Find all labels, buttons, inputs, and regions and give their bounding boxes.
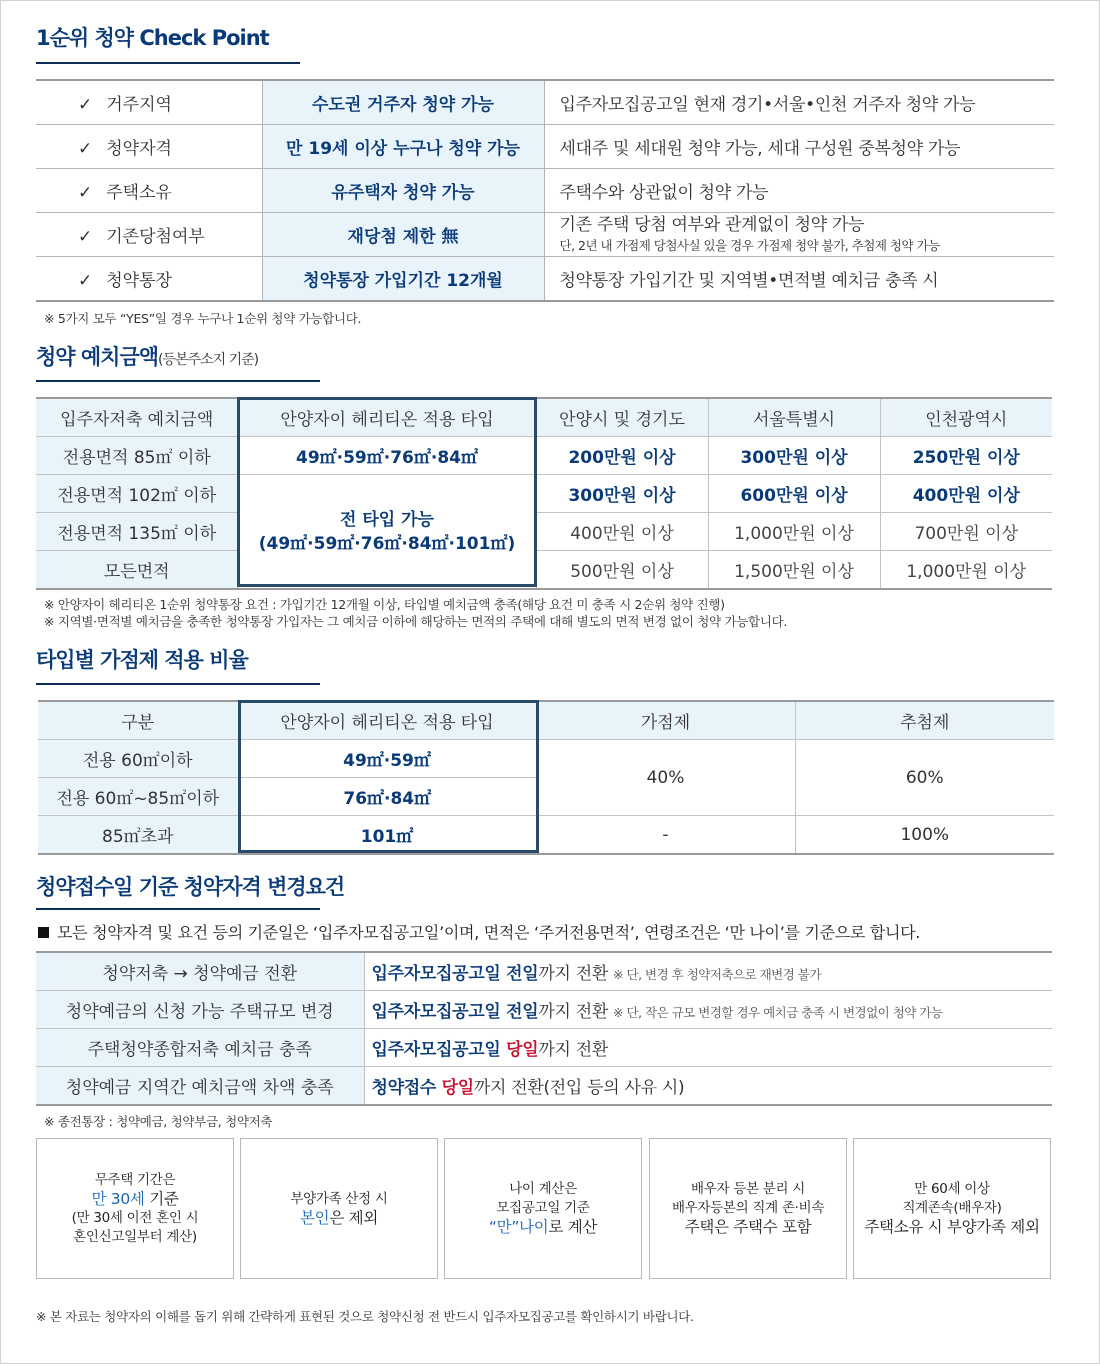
- deposit-value: 250만원 이상: [880, 437, 1052, 475]
- intro-text: 모든 청약자격 및 요건 등의 기준일은 ‘입주자모집공고일’이며, 면적은 ‘주거전용면적’, 연령조건은 ‘만 나이’를 기준으로 합니다.: [57, 923, 921, 942]
- value-rest: 까지 전환: [538, 1040, 608, 1060]
- applicable-type-all: [238, 475, 536, 590]
- lottery-ratio: 60%: [795, 740, 1054, 816]
- lottery-ratio: 100%: [900, 824, 950, 845]
- applicable-type: 49㎡·59㎡: [238, 740, 536, 778]
- row-point: 수도권 거주자 청약 가능: [262, 80, 544, 125]
- checkpoint-table: [36, 79, 1054, 302]
- box-line: 무주택 기간은: [94, 1171, 176, 1188]
- table-row: [36, 1067, 1052, 1106]
- title-underline: [36, 908, 320, 910]
- column-header: 가점제: [536, 701, 795, 740]
- table-row: [36, 991, 1052, 1029]
- point-ratio: 40%: [536, 740, 795, 816]
- deposit-value: 1,000만원 이상: [708, 513, 880, 551]
- applicable-type: 76㎡·84㎡: [238, 778, 536, 816]
- ratio-table: [38, 700, 1054, 855]
- box-highlight: 본인: [299, 1208, 330, 1227]
- row-label: 청약자격: [106, 139, 172, 159]
- row-label: 청약저축 → 청약예금 전환: [36, 952, 364, 991]
- row-label: 청약예금 지역간 예치금액 차액 충족: [36, 1067, 364, 1106]
- row-point: 유주택자 청약 가능: [262, 169, 544, 213]
- row-label: 85㎡초과: [38, 816, 238, 855]
- column-header: 추첨제: [795, 701, 1054, 740]
- row-label: 주택청약종합저축 예치금 충족: [36, 1029, 364, 1067]
- value-rest: 까지 전환: [538, 1002, 608, 1022]
- section-title-deposit: [36, 341, 258, 371]
- box-line: 직계존속(배우자): [902, 1200, 1002, 1216]
- column-header: 안양자이 헤리티온 적용 타입: [238, 701, 536, 740]
- table-row: [36, 213, 1054, 257]
- row-point: 재당첨 제한 無: [262, 213, 544, 257]
- row-desc: 기존 주택 당첨 여부와 관계없이 청약 가능: [559, 215, 865, 235]
- applicable-type: 49㎡·59㎡·76㎡·84㎡: [238, 437, 536, 475]
- deposit-value: 400만원 이상: [536, 513, 708, 551]
- box-line: 배우자등본의 직계 존·비속: [671, 1200, 825, 1216]
- row-desc: 청약통장 가입기간 및 지역별•면적별 예치금 충족 시: [559, 271, 939, 291]
- table-row: [36, 551, 1052, 590]
- box-line: 주택은 주택수 포함: [684, 1218, 812, 1236]
- row-label: 기존당첨여부: [106, 227, 205, 247]
- checkpoint-note: ※ 5가지 모두 “YES”일 경우 누구나 1순위 청약 가능합니다.: [44, 311, 362, 326]
- deposit-title: 청약 예치금액: [36, 345, 159, 369]
- table-row: [36, 475, 1052, 513]
- column-header: 입주자저축 예치금액: [36, 398, 238, 437]
- table-row: [36, 257, 1054, 302]
- deposit-value: 1,000만원 이상: [906, 562, 1027, 582]
- deposit-value: 600만원 이상: [708, 475, 880, 513]
- info-box-dependents: [240, 1138, 438, 1279]
- deposit-value: 400만원 이상: [880, 475, 1052, 513]
- section-title-checkpoint: 1순위 청약 Check Point: [36, 26, 269, 50]
- row-label: 전용면적 102㎡ 이하: [36, 475, 238, 513]
- check-icon: ✓: [78, 227, 93, 247]
- box-line: 부양가족 산정 시: [290, 1190, 388, 1207]
- value-bold: 입주자모집공고일 전일: [371, 1002, 539, 1022]
- table-row: [36, 169, 1054, 213]
- section-title-ratio: 타입별 가점제 적용 비율: [36, 648, 248, 672]
- value-rest: 까지 전환(전입 등의 사유 시): [473, 1078, 685, 1098]
- column-header: 안양시 및 경기도: [536, 398, 708, 437]
- applicable-type: 101㎡: [238, 816, 536, 855]
- deposit-subtitle: (등본주소지 기준): [158, 352, 259, 368]
- column-header: 인천광역시: [880, 398, 1052, 437]
- type-all-line2: (49㎡·59㎡·76㎡·84㎡·101㎡): [258, 533, 516, 554]
- type-all-line1: 전 타입 가능: [340, 509, 434, 530]
- change-note: ※ 종전통장 : 청약예금, 청약부금, 청약저축: [44, 1114, 273, 1129]
- value-red: 당일: [441, 1078, 474, 1098]
- column-header: 서울특별시: [708, 398, 880, 437]
- table-row: [36, 513, 1052, 551]
- title-underline: [36, 62, 300, 64]
- table-header-row: [38, 701, 1054, 740]
- info-box-spouse: [649, 1138, 847, 1279]
- value-bold: 청약접수: [371, 1078, 442, 1098]
- box-line: 배우자 등본 분리 시: [691, 1181, 805, 1197]
- row-point: 청약통장 가입기간 12개월: [262, 257, 544, 302]
- row-desc-detail: 단, 2년 내 가점제 당첨사실 있을 경우 가점제 청약 불가, 추첨제 청약 가능: [559, 238, 940, 253]
- box-highlight: “만”나이: [488, 1218, 549, 1236]
- value-small-note: ※ 단, 변경 후 청약저축으로 재변경 불가: [613, 967, 821, 982]
- box-line: 만 60세 이상: [914, 1181, 990, 1197]
- box-highlight: 만 30세: [91, 1189, 145, 1208]
- title-underline: [36, 683, 320, 685]
- table-row: [36, 952, 1052, 991]
- box-line: 은 제외: [329, 1208, 378, 1227]
- row-desc: 입주자모집공고일 현재 경기•서울•인천 거주자 청약 가능: [544, 80, 1054, 125]
- box-line: 주택소유 시 부양가족 제외: [864, 1218, 1040, 1236]
- change-table: [36, 951, 1052, 1106]
- box-line: 나이 계산은: [509, 1181, 577, 1197]
- table-header-row: [36, 398, 1052, 437]
- table-row: [38, 816, 1054, 855]
- deposit-table: [36, 397, 1052, 590]
- deposit-value: 300만원 이상: [708, 437, 880, 475]
- deposit-value: 200만원 이상: [536, 437, 708, 475]
- value-small-note: ※ 단, 작은 규모 변경할 경우 예치금 충족 시 변경없이 청약 가능: [613, 1005, 943, 1020]
- value-red: 당일: [506, 1040, 539, 1060]
- info-box-homeless: [36, 1138, 234, 1279]
- column-header: 구분: [38, 701, 238, 740]
- box-line: 기준: [144, 1189, 179, 1208]
- change-intro: [38, 920, 920, 943]
- row-label: 전용면적 135㎡ 이하: [36, 513, 238, 551]
- row-label: 거주지역: [106, 95, 172, 115]
- table-row: [36, 437, 1052, 475]
- deposit-value: 300만원 이상: [536, 475, 708, 513]
- table-row: [36, 125, 1054, 169]
- deposit-value: 700만원 이상: [880, 513, 1052, 551]
- column-header: 안양자이 헤리티온 적용 타입: [238, 398, 536, 437]
- box-line: 모집공고일 기준: [496, 1200, 590, 1216]
- table-row: [36, 1029, 1052, 1067]
- deposit-note-1: ※ 안양자이 헤리티온 1순위 청약통장 요건 : 가입기간 12개월 이상, 타입별 예치금액 충족(해당 요건 미 충족 시 2순위 청약 진행): [44, 597, 725, 612]
- section-title-change: 청약접수일 기준 청약자격 변경요건: [36, 875, 345, 899]
- deposit-note-2: ※ 지역별·면적별 예치금을 충족한 청약통장 가입자는 그 예치금 이하에 해당하는 면적의 주택에 대해 별도의 면적 변경 없이 청약 가능합니다.: [44, 614, 788, 629]
- check-icon: ✓: [78, 183, 93, 203]
- row-label: 전용면적 85㎡ 이하: [36, 437, 238, 475]
- deposit-value: 500만원 이상: [536, 551, 708, 590]
- row-label: 모든면적: [36, 551, 238, 590]
- table-row: [38, 740, 1054, 778]
- table-row: [36, 80, 1054, 125]
- deposit-value: 1,500만원 이상: [708, 551, 880, 590]
- value-bold: 입주자모집공고일: [371, 1040, 507, 1060]
- check-icon: ✓: [78, 271, 93, 291]
- box-line: (만 30세 이전 혼인 시: [71, 1209, 199, 1226]
- row-label: 청약예금의 신청 가능 주택규모 변경: [36, 991, 364, 1029]
- box-line: 로 계산: [548, 1218, 598, 1236]
- row-label: 전용 60㎡~85㎡이하: [38, 778, 238, 816]
- value-bold: 입주자모집공고일 전일: [371, 964, 539, 984]
- point-ratio: -: [536, 816, 795, 855]
- row-label: 주택소유: [106, 183, 172, 203]
- row-desc: 세대주 및 세대원 청약 가능, 세대 구성원 중복청약 가능: [544, 125, 1054, 169]
- title-underline: [36, 380, 320, 382]
- row-desc: 주택수와 상관없이 청약 가능: [544, 169, 1054, 213]
- row-point: 만 19세 이상 누구나 청약 가능: [262, 125, 544, 169]
- footer-disclaimer: ※ 본 자료는 청약자의 이해를 돕기 위해 간략하게 표현된 것으로 청약신청 전 반드시 입주자모집공고를 확인하시기 바랍니다.: [36, 1309, 694, 1324]
- row-label: 전용 60㎡이하: [38, 740, 238, 778]
- info-box-senior: [853, 1138, 1051, 1279]
- square-bullet-icon: [38, 927, 49, 938]
- check-icon: ✓: [78, 139, 93, 159]
- value-rest: 까지 전환: [538, 964, 608, 984]
- box-line: 혼인신고일부터 계산): [73, 1228, 197, 1245]
- info-box-age: [444, 1138, 642, 1279]
- row-label: 청약통장: [106, 271, 172, 291]
- check-icon: ✓: [78, 95, 93, 115]
